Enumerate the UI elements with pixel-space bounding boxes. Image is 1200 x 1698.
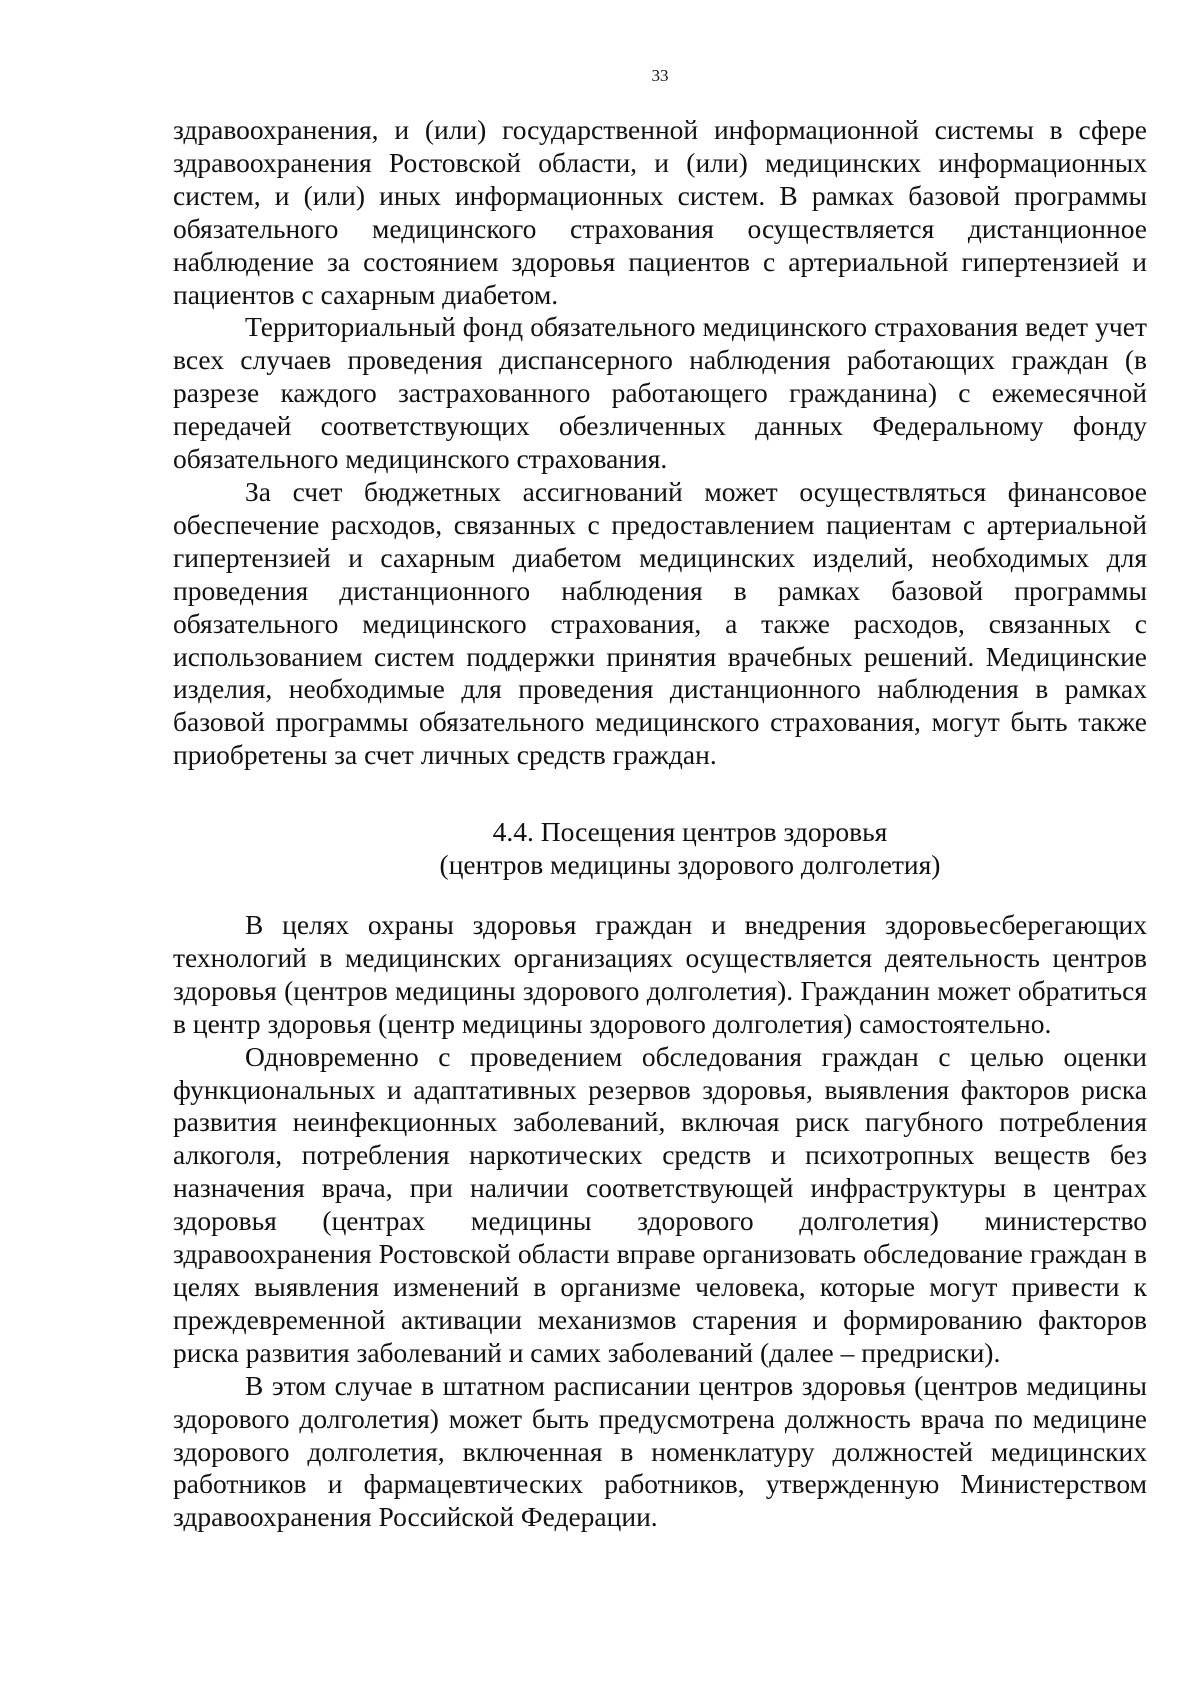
section-heading: [203, 815, 1177, 881]
page-number: 33: [651, 66, 669, 85]
section-continuation: [173, 114, 1147, 772]
paragraph-continuation: здравоохранения, и (или) государственной информационной системы в сфере здравоохранения Ростовской области, и (или) медицинских информационных систем, и (или) иных информационных систем. В рамках базовой программы обязательного медицинского страхования осуществляется дистанционное наблюдение за состоянием здоровья пациентов с артериальной гипертензией и пациентов с сахарным диабетом.: [173, 114, 1147, 310]
section-heading-line-2: (центров медицины здорового долголетия): [439, 849, 941, 880]
section-heading-line-1: 4.4. Посещения центров здоровья: [492, 816, 888, 847]
paragraph-territorial-fund: Территориальный фонд обязательного медицинского страхования ведет учет всех случаев проведения диспансерного наблюдения работающих граждан (в разрезе каждого застрахованного работающего гражданина) с ежемесячной передачей соответствующих обезличенных данных Федеральному фонду обязательного медицинского страхования.: [173, 311, 1147, 475]
paragraph-health-centers: В целях охраны здоровья граждан и внедрения здоровьесберегающих технологий в медицинских организациях осуществляется деятельность центров здоровья (центров медицины здорового долголетия). Гражданин может обратиться в центр здоровья (центр медицины здорового долголетия) самостоятельно.: [173, 909, 1147, 1039]
paragraph-budget-funding: За счет бюджетных ассигнований может осуществляться финансовое обеспечение расходов, связанных с предоставлением пациентам с артериальной гипертензией и сахарным диабетом медицинских изделий, необходимых для проведения дистанционного наблюдения в рамках базовой программы обязательного медицинского страхования, а также расходов, связанных с использованием систем поддержки принятия врачебных решений. Медицинские изделия, необходимые для проведения дистанционного наблюдения в рамках базовой программы обязательного медицинского страхования, могут быть также приобретены за счет личных средств граждан.: [173, 475, 1147, 771]
paragraph-examination: Одновременно с проведением обследования граждан с целью оценки функциональных и адаптативных резервов здоровья, выявления факторов риска развития неинфекционных заболеваний, включая риск пагубного потребления алкоголя, потребления наркотических средств и психотропных веществ без назначения врача, при наличии соответствующей инфраструктуры в центрах здоровья (центрах медицины здорового долголетия) министерство здравоохранения Ростовской области вправе организовать обследование граждан в целях выявления изменений в организме человека, которые могут привести к преждевременной активации механизмов старения и формированию факторов риска развития заболеваний и самих заболеваний (далее – предриски).: [173, 1040, 1147, 1368]
paragraph-staffing: В этом случае в штатном расписании центров здоровья (центров медицины здорового долголетия) может быть предусмотрена должность врача по медицине здорового долголетия, включенная в номенклатуру должностей медицинских работников и фармацевтических работников, утвержденную Министерством здравоохранения Российской Федерации.: [173, 1369, 1147, 1533]
section-health-centers: [173, 909, 1147, 1534]
